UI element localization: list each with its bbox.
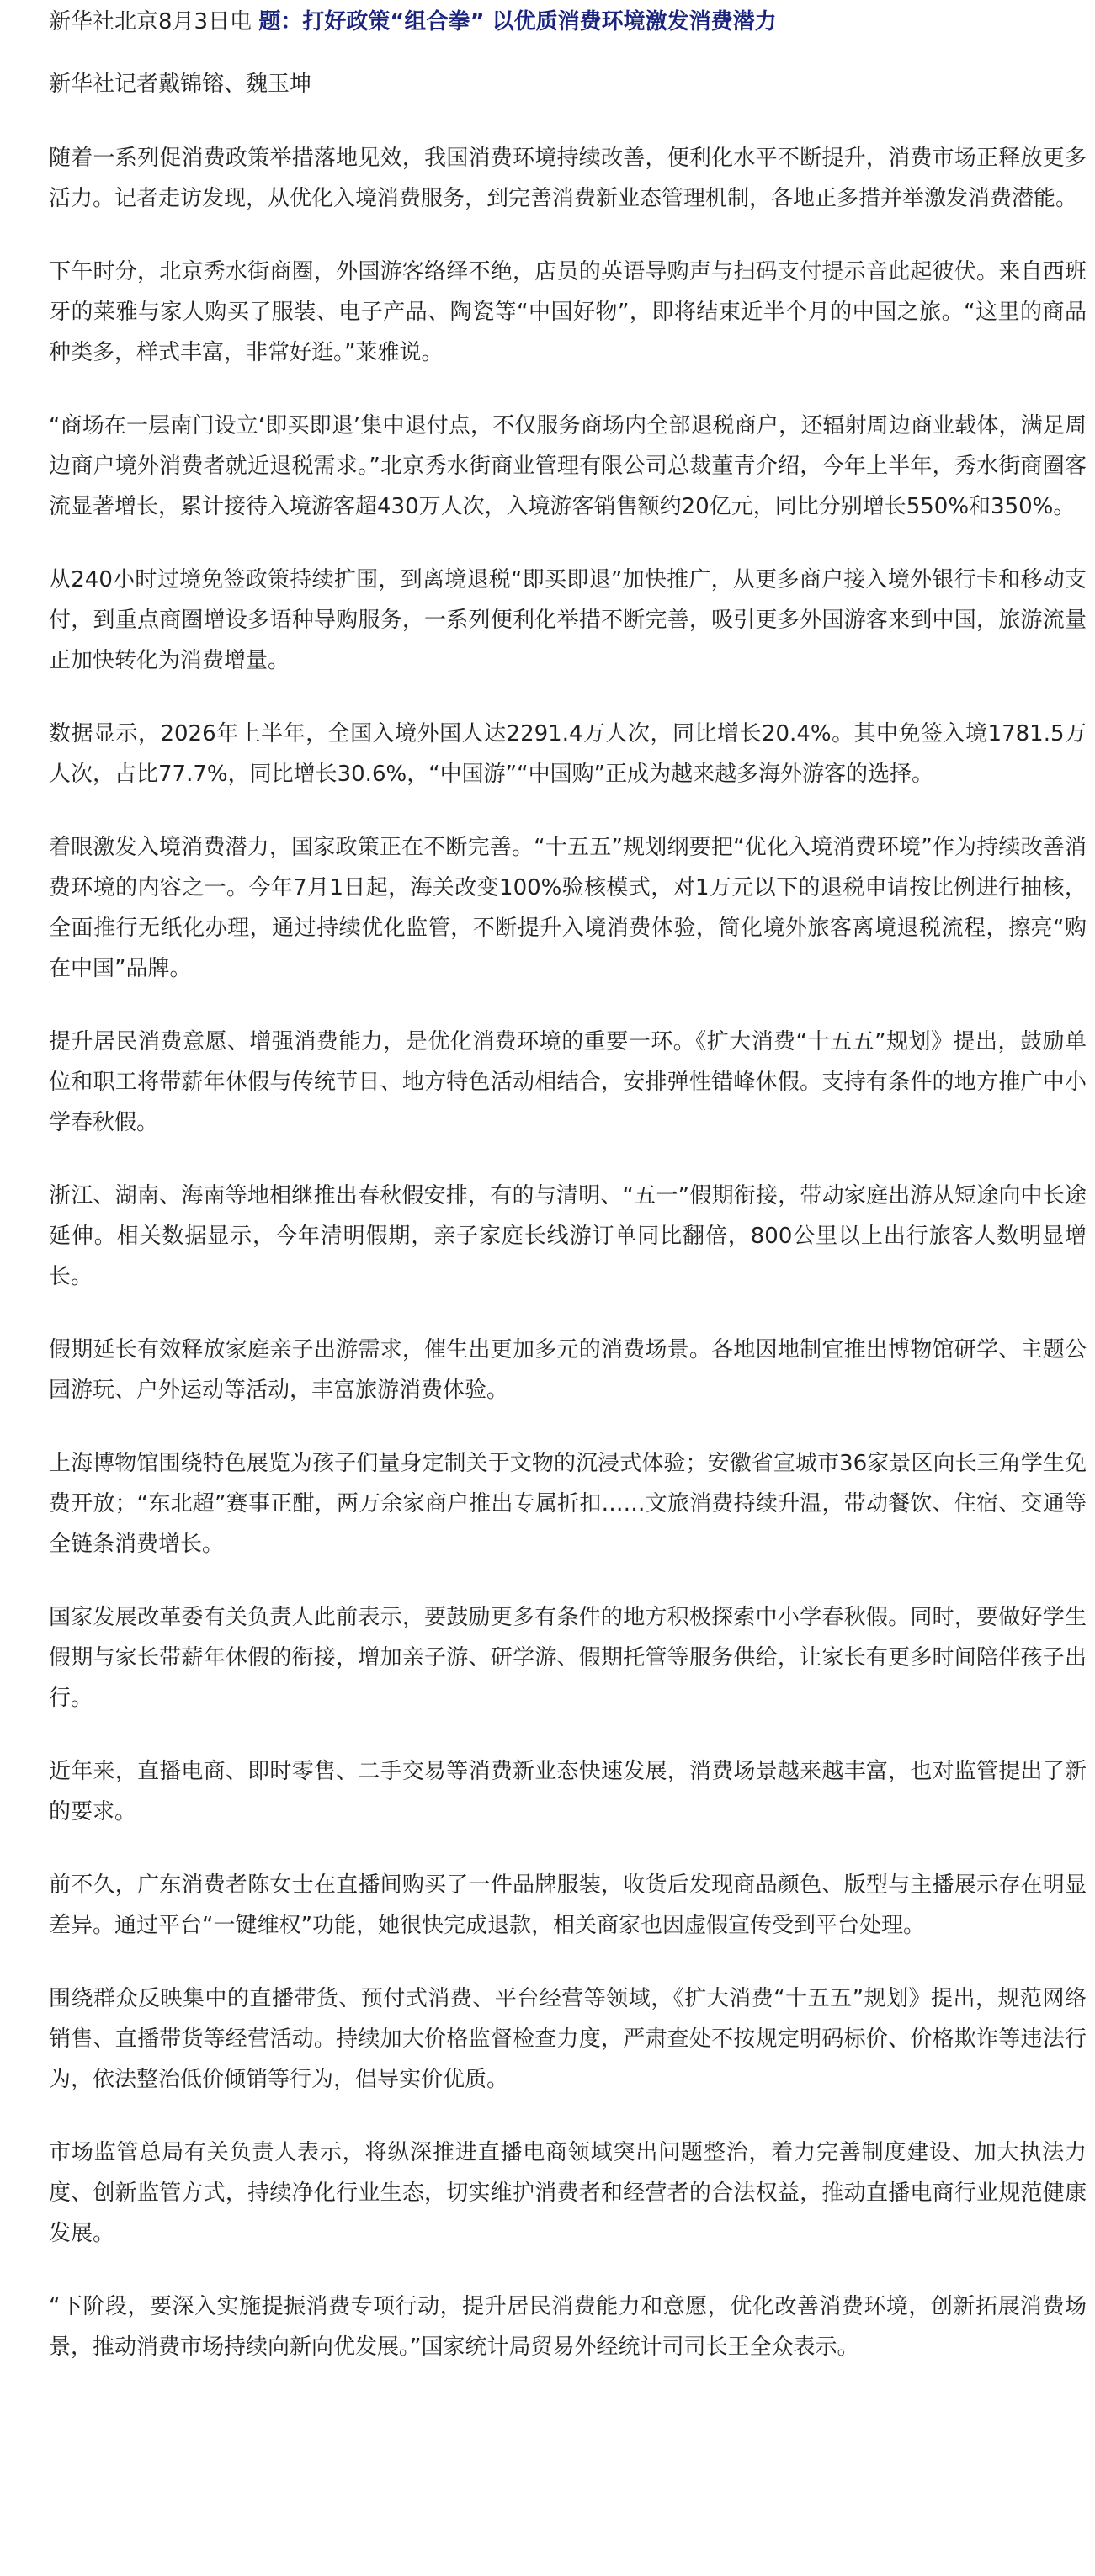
dateline-prefix: 新华社北京8月3日电 xyxy=(49,9,252,35)
title-label: 题： xyxy=(258,9,303,35)
paragraph: 市场监管总局有关负责人表示，将纵深推进直播电商领域突出问题整治，着力完善制度建设、加大执法力度、创新监管方式，持续净化行业生态，切实维护消费者和经营者的合法权益，推动直播电商行业规范健康发展。 xyxy=(49,2140,1087,2246)
paragraph: 前不久，广东消费者陈女士在直播间购买了一件品牌服装，收货后发现商品颜色、版型与主播展示存在明显差异。通过平台“一键维权”功能，她很快完成退款，相关商家也因虚假宣传受到平台处理。 xyxy=(49,1872,1087,1938)
paragraph: 从240小时过境免签政策持续扩围，到离境退税“即买即退”加快推广，从更多商户接入境外银行卡和移动支付，到重点商圈增设多语种导购服务，一系列便利化举措不断完善，吸引更多外国游客来到中国，旅游流量正加快转化为消费增量。 xyxy=(49,567,1087,673)
paragraph: 随着一系列促消费政策举措落地见效，我国消费环境持续改善，便利化水平不断提升，消费市场正释放更多活力。记者走访发现，从优化入境消费服务，到完善消费新业态管理机制，各地正多措并举激发消费潜能。 xyxy=(49,146,1087,211)
paragraph: “下阶段，要深入实施提振消费专项行动，提升居民消费能力和意愿，优化改善消费环境，创新拓展消费场景，推动消费市场持续向新向优发展。”国家统计局贸易外经统计司司长王全众表示。 xyxy=(49,2294,1087,2360)
byline: 新华社记者戴锦镕、魏玉坤 xyxy=(49,72,312,97)
paragraph: 上海博物馆围绕特色展览为孩子们量身定制关于文物的沉浸式体验；安徽省宣城市36家景区向长三角学生免费开放；“东北超”赛事正酣，两万余家商户推出专属折扣……文旅消费持续升温，带动餐饮、住宿、交通等全链条消费增长。 xyxy=(49,1451,1087,1557)
paragraph: 着眼激发入境消费潜力，国家政策正在不断完善。“十五五”规划纲要把“优化入境消费环境”作为持续改善消费环境的内容之一。今年7月1日起，海关改变100%验核模式，对1万元以下的退税申请按比例进行抽核，全面推行无纸化办理，通过持续优化监管，不断提升入境消费体验，简化境外旅客离境退税流程，擦亮“购在中国”品牌。 xyxy=(49,835,1087,981)
paragraph: “商场在一层南门设立‘即买即退’集中退付点，不仅服务商场内全部退税商户，还辐射周边商业载体，满足周边商户境外消费者就近退税需求。”北京秀水街商业管理有限公司总裁董青介绍，今年上半年，秀水街商圈客流显著增长，累计接待入境游客超430万人次，入境游客销售额约20亿元，同比分别增长550%和350%。 xyxy=(49,413,1087,519)
paragraph: 下午时分，北京秀水街商圈，外国游客络绎不绝，店员的英语导购声与扫码支付提示音此起彼伏。来自西班牙的莱雅与家人购买了服装、电子产品、陶瓷等“中国好物”，即将结束近半个月的中国之旅。“这里的商品种类多，样式丰富，非常好逛。”莱雅说。 xyxy=(49,259,1087,365)
paragraph: 围绕群众反映集中的直播带货、预付式消费、平台经营等领域，《扩大消费“十五五”规划》提出，规范网络销售、直播带货等经营活动。持续加大价格监督检查力度，严肃查处不按规定明码标价、价格欺诈等违法行为，依法整治低价倾销等行为，倡导实价优质。 xyxy=(49,1986,1087,2092)
paragraph: 数据显示，2026年上半年，全国入境外国人达2291.4万人次，同比增长20.4%。其中免签入境1781.5万人次，占比77.7%，同比增长30.6%，“中国游”“中国购”正成为越来越多海外游客的选择。 xyxy=(49,721,1087,787)
paragraph: 近年来，直播电商、即时零售、二手交易等消费新业态快速发展，消费场景越来越丰富，也对监管提出了新的要求。 xyxy=(49,1759,1087,1824)
paragraph: 提升居民消费意愿、增强消费能力，是优化消费环境的重要一环。《扩大消费“十五五”规划》提出，鼓励单位和职工将带薪年休假与传统节日、地方特色活动相结合，安排弹性错峰休假。支持有条件的地方推广中小学春秋假。 xyxy=(49,1029,1087,1135)
paragraph: 假期延长有效释放家庭亲子出游需求，催生出更加多元的消费场景。各地因地制宜推出博物馆研学、主题公园游玩、户外运动等活动，丰富旅游消费体验。 xyxy=(49,1337,1087,1403)
headline: 打好政策“组合拳” 以优质消费环境激发消费潜力 xyxy=(302,9,777,35)
dateline xyxy=(49,5,1087,39)
paragraph: 国家发展改革委有关负责人此前表示，要鼓励更多有条件的地方积极探索中小学春秋假。同时，要做好学生假期与家长带薪年休假的衔接，增加亲子游、研学游、假期托管等服务供给，让家长有更多时间陪伴孩子出行。 xyxy=(49,1605,1087,1711)
paragraph: 浙江、湖南、海南等地相继推出春秋假安排，有的与清明、“五一”假期衔接，带动家庭出游从短途向中长途延伸。相关数据显示，今年清明假期，亲子家庭长线游订单同比翻倍，800公里以上出行旅客人数明显增长。 xyxy=(49,1183,1087,1289)
